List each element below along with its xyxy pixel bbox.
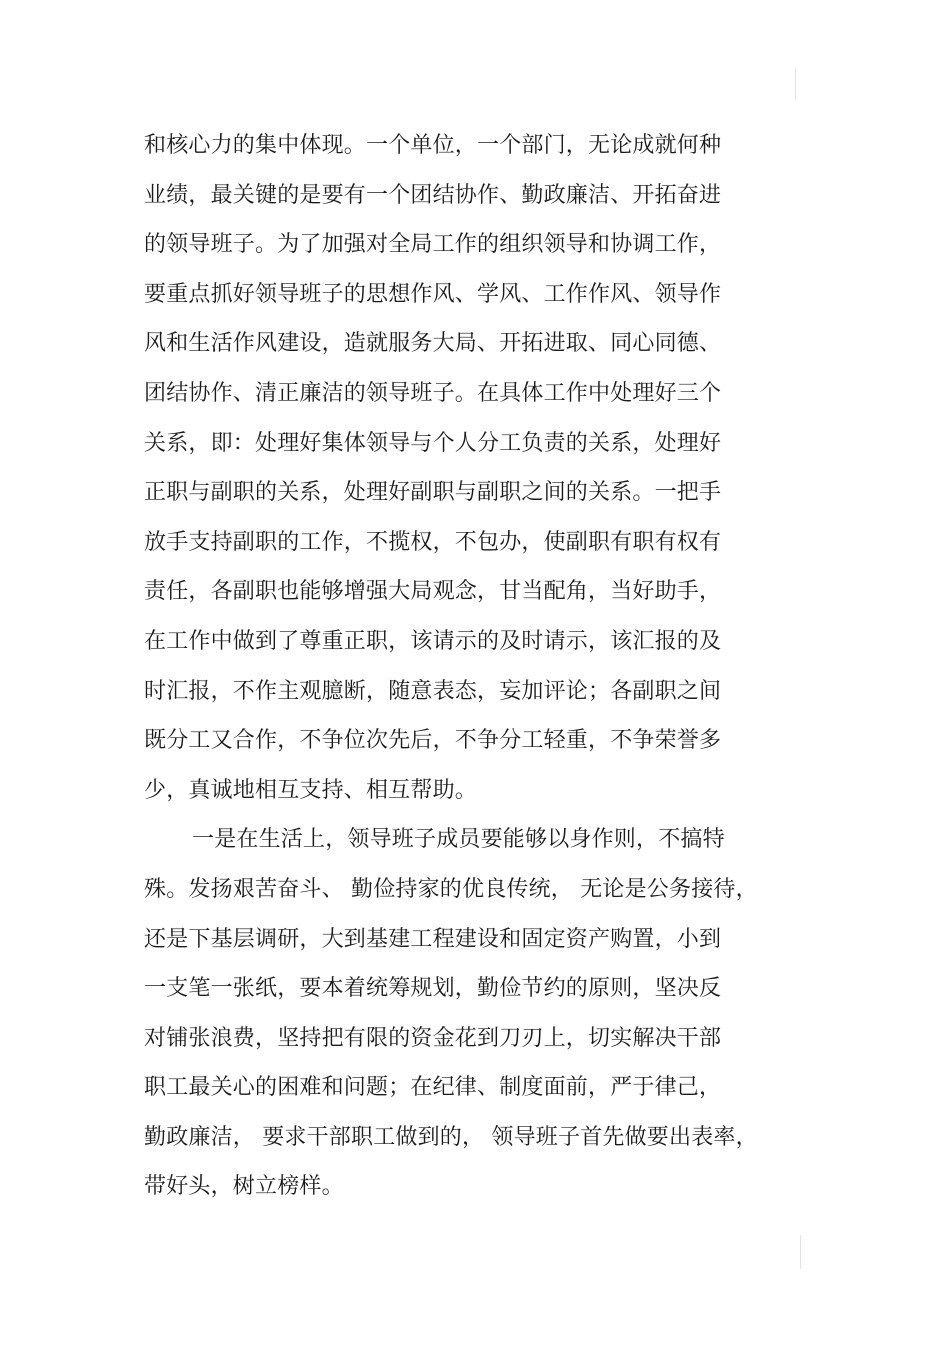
text-line: 正职与副职的关系，处理好副职与副职之间的关系。一把手 — [144, 480, 722, 506]
text-line: 责任，各副职也能够增强大局观念，甘当配角，当好助手， — [144, 579, 722, 605]
page-margin-mark-top — [795, 68, 796, 100]
text-line: 业绩，最关键的是要有一个团结协作、勤政廉洁、开拓奋进 — [144, 182, 722, 208]
paragraph-start-line: 一是在生活上，领导班子成员要能够以身作则，不搞特 — [192, 827, 725, 853]
text-line: 勤政廉洁， 要求干部职工做到的， 领导班子首先做要出表率， — [144, 1124, 758, 1150]
text-line: 团结协作、清正廉洁的领导班子。在具体工作中处理好三个 — [144, 380, 722, 406]
text-line: 带好头，树立榜样。 — [144, 1174, 344, 1200]
text-line: 和核心力的集中体现。一个单位，一个部门，无论成就何种 — [144, 133, 722, 158]
text-line: 风和生活作风建设，造就服务大局、开拓进取、同心同德、 — [144, 331, 722, 357]
text-line: 职工最关心的困难和问题；在纪律、制度面前，严于律己， — [144, 1075, 722, 1101]
text-line: 还是下基层调研，大到基建工程建设和固定资产购置，小到 — [144, 926, 722, 952]
text-line: 要重点抓好领导班子的思想作风、学风、工作作风、领导作 — [144, 281, 722, 307]
text-line: 的领导班子。为了加强对全局工作的组织领导和协调工作， — [144, 232, 722, 258]
text-line: 一支笔一张纸，要本着统筹规划，勤俭节约的原则，坚决反 — [144, 976, 722, 1002]
text-line: 在工作中做到了尊重正职，该请示的及时请示，该汇报的及 — [144, 628, 722, 654]
text-line: 殊。发扬艰苦奋斗、 勤俭持家的优良传统， 无论是公务接待， — [144, 876, 758, 902]
body-text — [144, 121, 804, 1212]
text-line: 对铺张浪费，坚持把有限的资金花到刀刃上，切实解决干部 — [144, 1025, 722, 1051]
text-line: 既分工又合作，不争位次先后，不争分工轻重，不争荣誉多 — [144, 728, 722, 754]
text-line: 少，真诚地相互支持、相互帮助。 — [144, 777, 478, 803]
text-line: 关系，即：处理好集体领导与个人分工负责的关系，处理好 — [144, 430, 722, 456]
text-line: 放手支持副职的工作，不揽权，不包办，使副职有职有权有 — [144, 529, 722, 555]
text-line: 时汇报，不作主观臆断，随意表态，妄加评论；各副职之间 — [144, 678, 722, 704]
page-margin-mark-bottom — [800, 1235, 801, 1269]
